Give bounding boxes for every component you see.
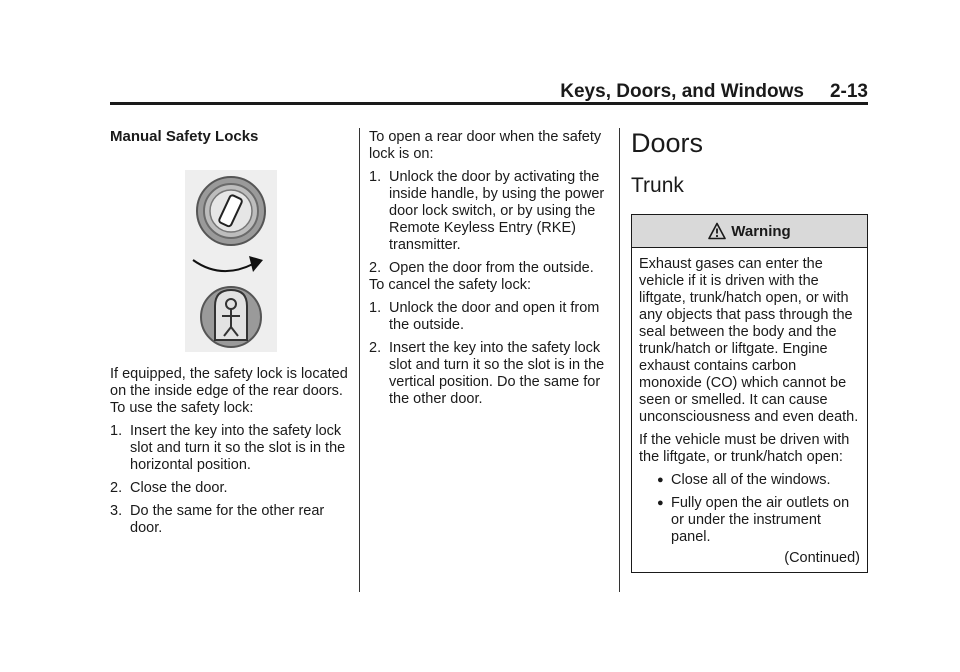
arrow-icon xyxy=(193,256,263,272)
list-item: ● Close all of the windows. xyxy=(657,472,831,488)
safety-lock-intro: If equipped, the safety lock is located on the inside edge of the rear doors. To use the safety lock: xyxy=(110,366,348,416)
key-slot-icon xyxy=(197,177,265,245)
bullet-icon: ● xyxy=(657,497,664,509)
safety-lock-figure xyxy=(185,170,277,352)
bullet-icon: ● xyxy=(657,474,664,486)
warning-triangle-icon xyxy=(708,222,726,240)
list-item: 3. Do the same for the other rear door. xyxy=(110,503,325,536)
column-divider xyxy=(619,128,620,592)
page-header xyxy=(110,80,868,104)
column-doors xyxy=(631,128,868,573)
warning-label: Warning xyxy=(731,222,791,240)
trunk-title: Trunk xyxy=(631,174,684,197)
cancel-safety-lock-intro: To cancel the safety lock: xyxy=(369,277,531,293)
manual-safety-locks-heading: Manual Safety Locks xyxy=(110,128,259,145)
list-item: 2. Insert the key into the safety lock slot and turn it so the slot is in the vertical position. Do the same for the other door. xyxy=(369,340,605,407)
page-number: 2-13 xyxy=(829,81,868,102)
list-item: ● Fully open the air outlets on or under the instrument panel. xyxy=(657,495,850,545)
column-open-cancel xyxy=(369,129,611,408)
doors-title: Doors xyxy=(631,128,704,158)
list-item: 2. Close the door. xyxy=(110,480,228,496)
warning-header xyxy=(632,215,867,248)
continued-label: (Continued) xyxy=(784,550,860,566)
list-item: 1. Unlock the door by activating the inside handle, by using the power door lock switch, or by using the Remote Keyless Entry (RKE) transmitter. xyxy=(369,169,605,253)
warning-paragraph: Exhaust gases can enter the vehicle if it is driven with the liftgate, trunk/hatch open, or with any objects that pass through the seal between the body and the trunk/hatch or liftgate. Engine exhaust contains carbon monoxide (CO) which cannot be seen or smelled. It can cause unconsciousness and even death. xyxy=(639,256,859,425)
child-lock-icon xyxy=(201,287,261,347)
open-rear-door-intro: To open a rear door when the safety lock is on: xyxy=(369,129,602,162)
list-item: 1. Unlock the door and open it from the outside. xyxy=(369,300,600,333)
section-title: Keys, Doors, and Windows xyxy=(560,81,804,102)
warning-body xyxy=(632,248,867,572)
column-divider xyxy=(359,128,360,592)
warning-box xyxy=(631,214,868,573)
list-item: 1. Insert the key into the safety lock slot and turn it so the slot is in the horizontal position. xyxy=(110,423,346,473)
warning-paragraph: If the vehicle must be driven with the liftgate, or trunk/hatch open: xyxy=(639,432,850,465)
header-rule xyxy=(110,102,868,105)
list-item: 2. Open the door from the outside. xyxy=(369,260,594,276)
column-manual-safety-locks xyxy=(110,128,352,537)
